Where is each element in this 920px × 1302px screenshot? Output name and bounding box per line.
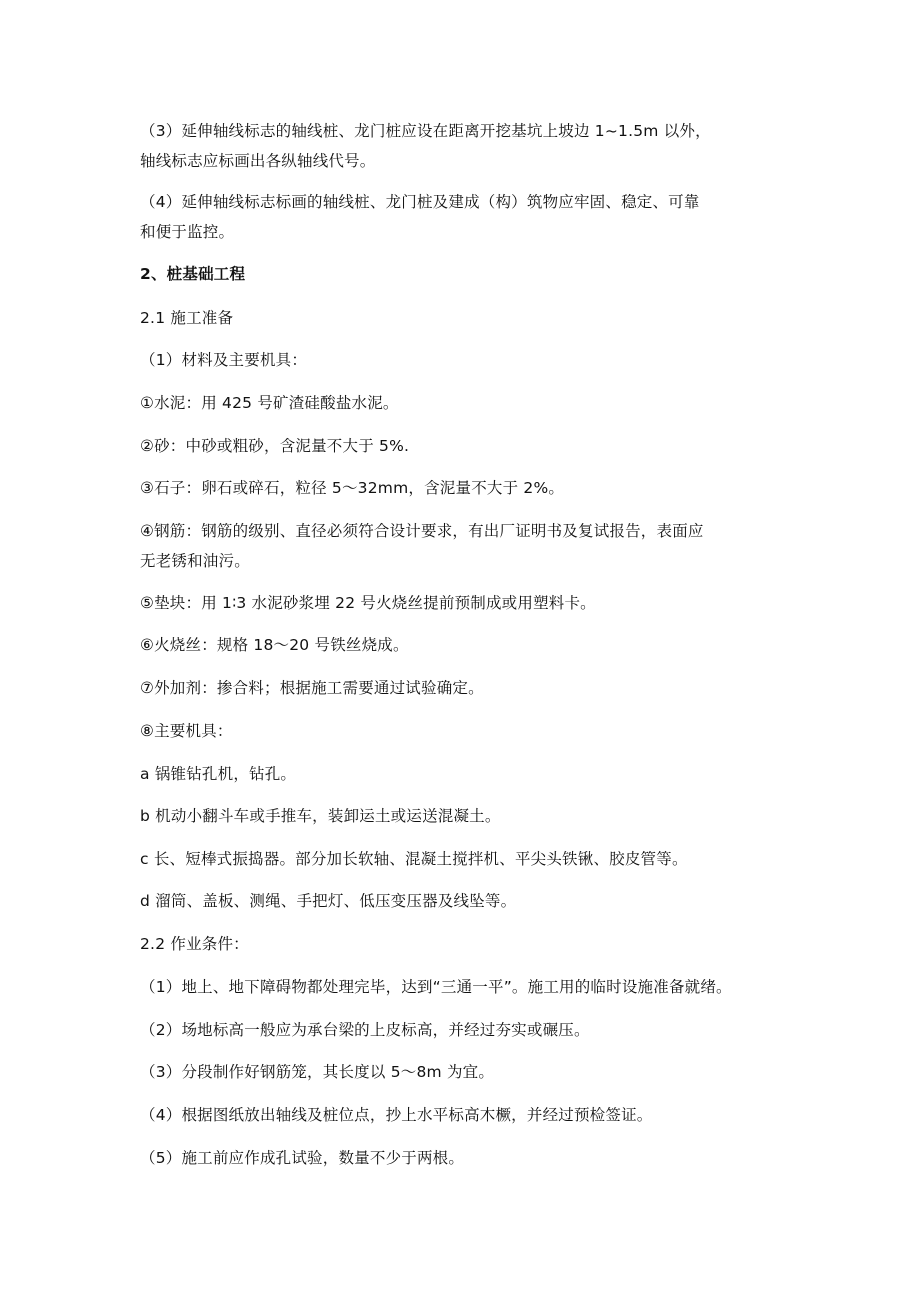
item-admixture: ⑦外加剂：掺合料；根据施工需要通过试验确定。 [140,679,484,697]
item-spacer-block: ⑤垫块：用 1∶3 水泥砂浆埋 22 号火烧丝提前预制成或用塑料卡。 [140,594,596,612]
machinery-b: b 机动小翻斗车或手推车，装卸运土或运送混凝土。 [140,807,501,825]
machinery-d: d 溜筒、盖板、测绳、手把灯、低压变压器及线坠等。 [140,892,517,910]
paragraph-3-axis-stake-line1: （3）延伸轴线标志的轴线桩、龙门桩应设在距离开挖基坑上坡边 1~1.5m 以外， [140,122,711,140]
condition-1: （1）地上、地下障碍物都处理完毕，达到“三通一平”。施工用的临时设施准备就绪。 [140,978,732,996]
item-rebar-line1: ④钢筋：钢筋的级别、直径必须符合设计要求，有出厂证明书及复试报告，表面应 [140,522,704,540]
condition-5: （5）施工前应作成孔试验，数量不少于两根。 [140,1149,465,1167]
section-heading-pile-foundation: 2、桩基础工程 [140,265,246,283]
machinery-c: c 长、短棒式振捣器。部分加长软轴、混凝土搅拌机、平尖头铁锹、胶皮管等。 [140,850,688,868]
machinery-a: a 锅锥钻孔机，钻孔。 [140,765,297,783]
paragraph-3-axis-stake-line2: 轴线标志应标画出各纵轴线代号。 [140,152,376,170]
item-annealed-wire: ⑥火烧丝：规格 18～20 号铁丝烧成。 [140,636,409,654]
paragraph-4-axis-stake-line1: （4）延伸轴线标志标画的轴线桩、龙门桩及建成（构）筑物应牢固、稳定、可靠 [140,193,700,211]
item-cement: ①水泥：用 425 号矿渣硅酸盐水泥。 [140,394,399,412]
condition-3: （3）分段制作好钢筋笼，其长度以 5～8m 为宜。 [140,1063,495,1081]
condition-4: （4）根据图纸放出轴线及桩位点，抄上水平标高木橛，并经过预检签证。 [140,1106,653,1124]
item-main-machinery: ⑧主要机具： [140,722,233,740]
subsection-heading-construction-prep: 2.1 施工准备 [140,309,234,327]
item-gravel: ③石子：卵石或碎石，粒径 5～32mm，含泥量不大于 2%。 [140,479,565,497]
condition-2: （2）场地标高一般应为承台梁的上皮标高，并经过夯实或碾压。 [140,1021,590,1039]
item-materials-and-tools: （1）材料及主要机具： [140,351,308,369]
subsection-heading-work-conditions: 2.2 作业条件： [140,935,249,953]
paragraph-4-axis-stake-line2: 和便于监控。 [140,223,235,241]
item-rebar-line2: 无老锈和油污。 [140,552,250,570]
item-sand: ②砂：中砂或粗砂，含泥量不大于 5%. [140,437,410,455]
